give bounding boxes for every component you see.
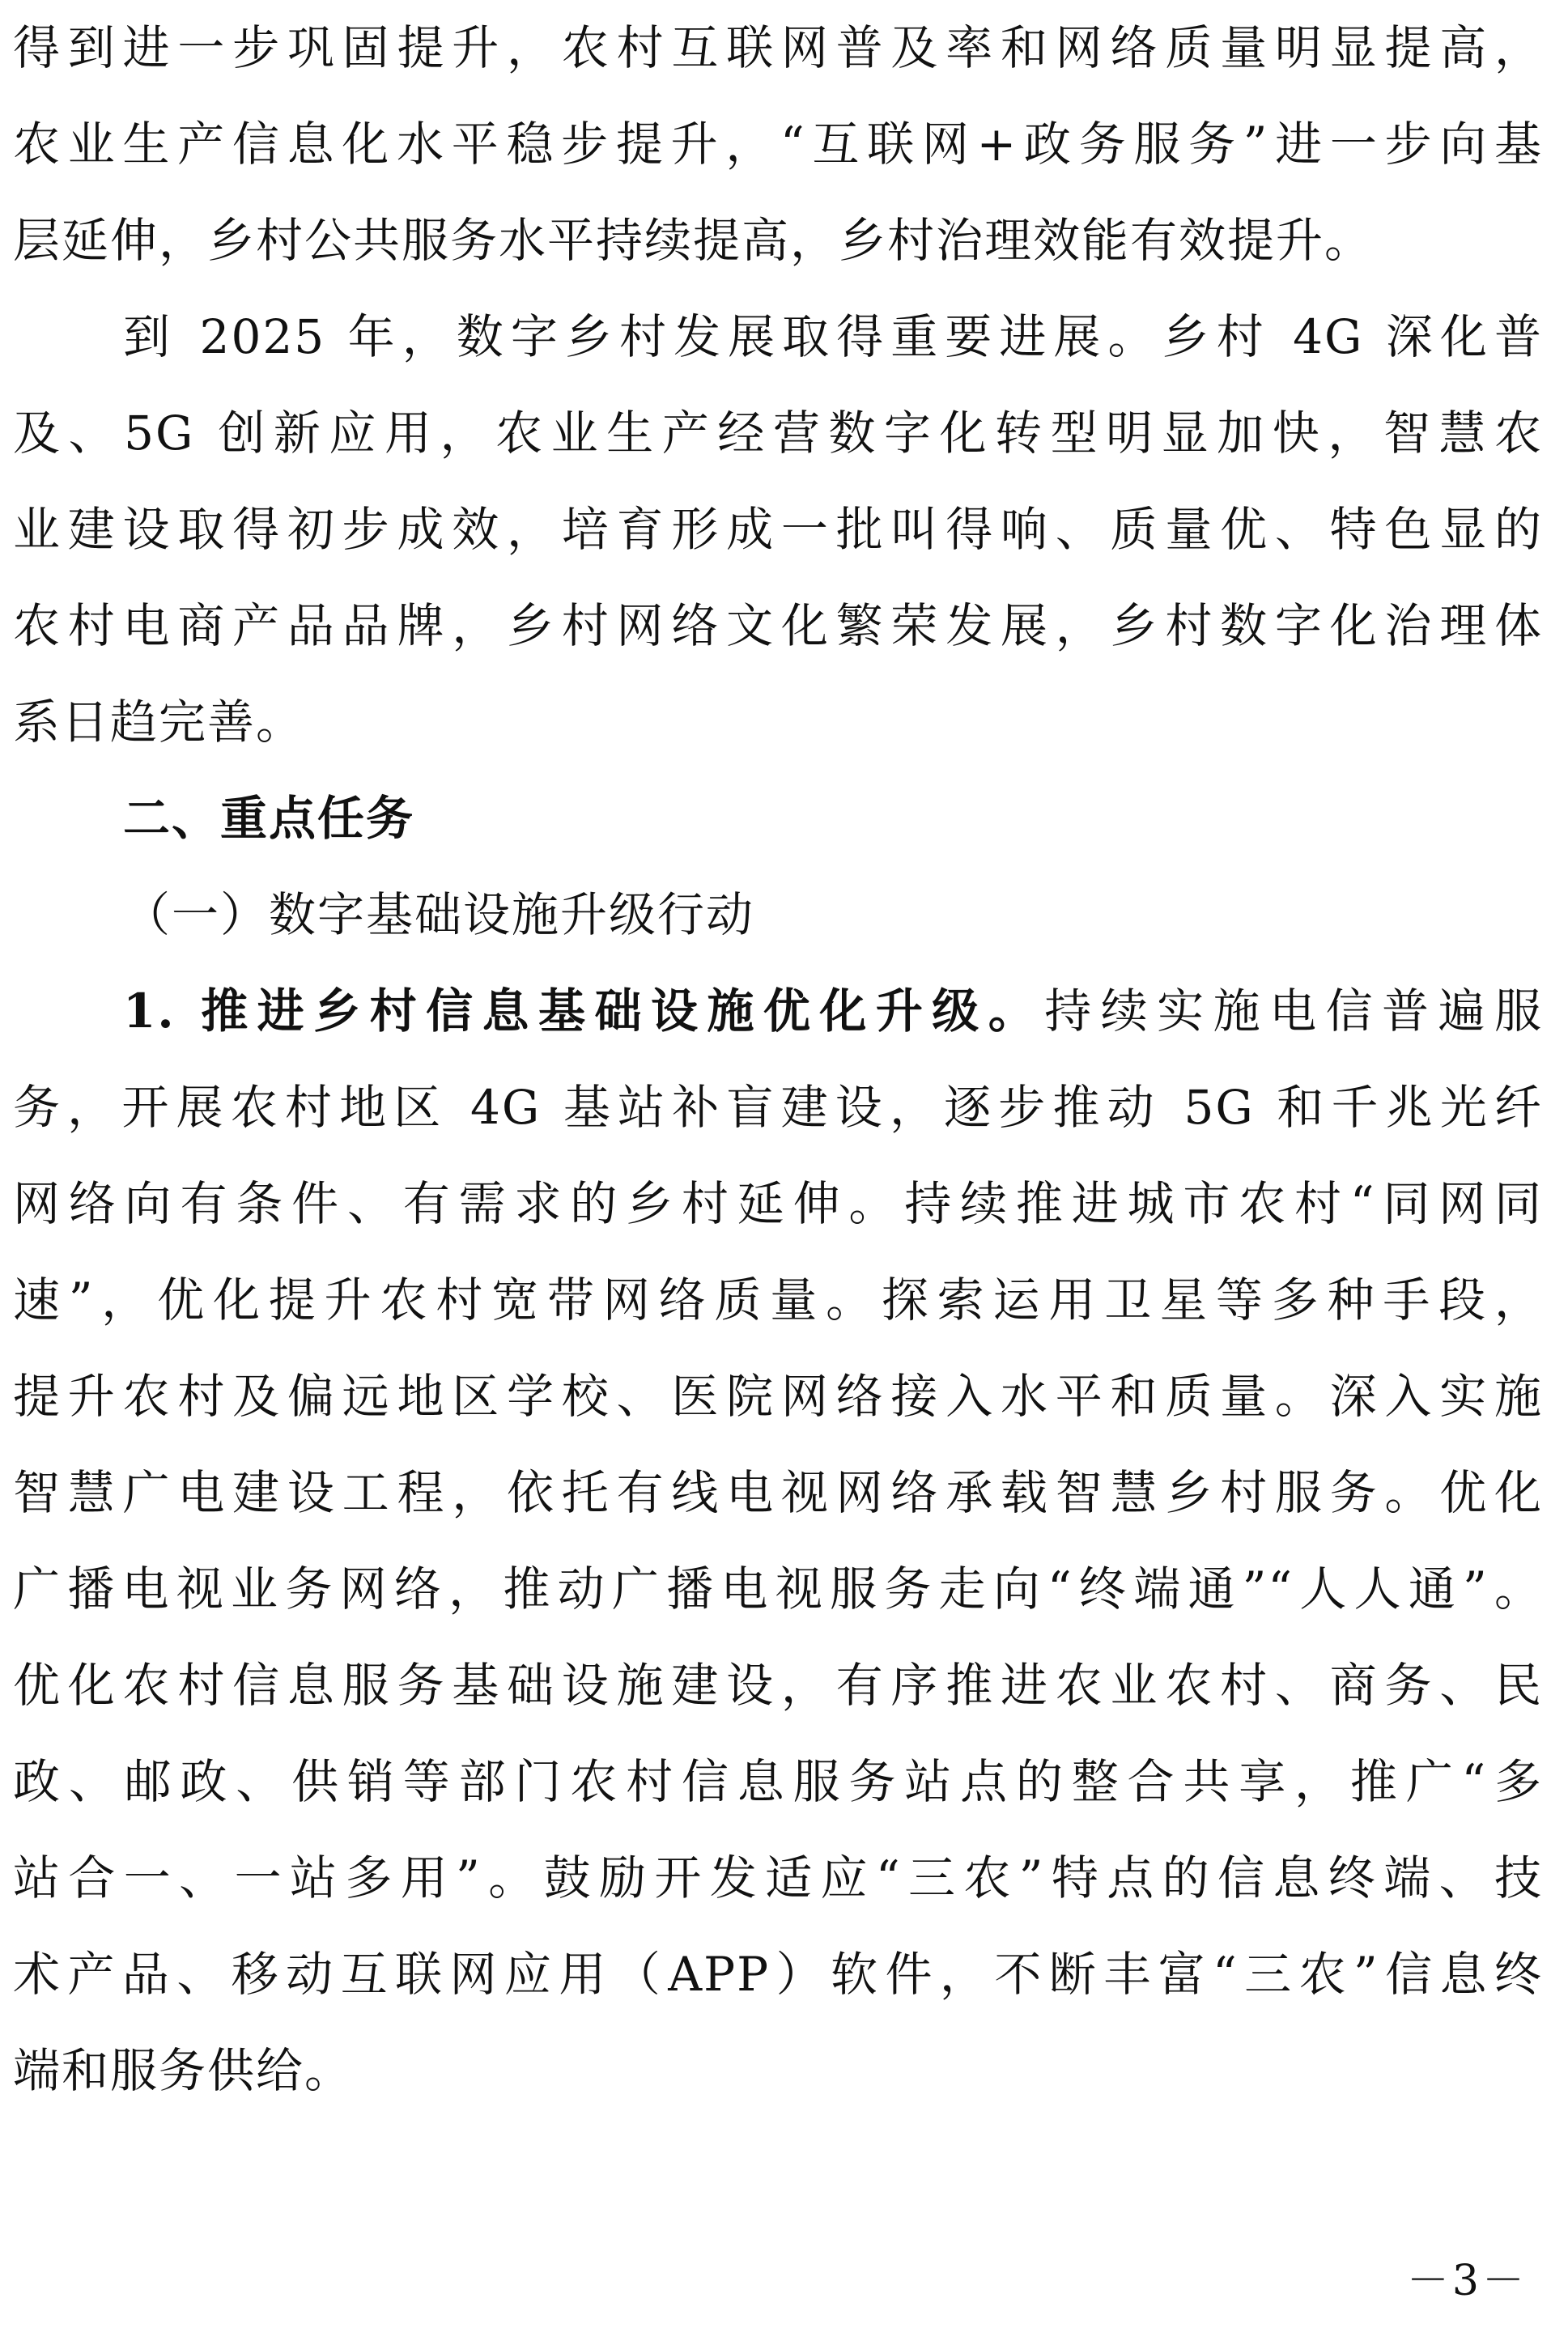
paragraph-2-line-5: 系日趋完善。 bbox=[13, 695, 305, 750]
paragraph-3-line-1 bbox=[13, 963, 1543, 1060]
page-number: －3－ bbox=[1406, 2257, 1528, 2305]
paragraph-1-line-2: 农业生产信息化水平稳步提升，“互联网+政务服务”进一步向基 bbox=[13, 117, 1543, 172]
paragraph-3-line-6: 智慧广电建设工程，依托有线电视网络承载智慧乡村服务。优化 bbox=[13, 1465, 1543, 1520]
paragraph-3-line-5: 提升农村及偏远地区学校、医院网络接入水平和质量。深入实施 bbox=[13, 1369, 1543, 1424]
paragraph-3-line-10: 站合一、一站多用”。鼓励开发适应“三农”特点的信息终端、技 bbox=[13, 1850, 1543, 1905]
paragraph-3-line-12: 端和服务供给。 bbox=[13, 2043, 354, 2098]
paragraph-1-line-1: 得到进一步巩固提升，农村互联网普及率和网络质量明显提高， bbox=[13, 20, 1543, 75]
paragraph-3-line-11: 术产品、移动互联网应用（APP）软件，不断丰富“三农”信息终 bbox=[13, 1947, 1543, 2002]
paragraph-3-line-9: 政、邮政、供销等部门农村信息服务站点的整合共享，推广“多 bbox=[13, 1754, 1543, 1809]
document-page bbox=[13, 0, 1543, 2119]
paragraph-2-line-3: 业建设取得初步成效，培育形成一批叫得响、质量优、特色显的 bbox=[13, 502, 1543, 557]
paragraph-3-line-3: 网络向有条件、有需求的乡村延伸。持续推进城市农村“同网同 bbox=[13, 1176, 1543, 1231]
paragraph-2-line-2: 及、5G 创新应用，农业生产经营数字化转型明显加快，智慧农 bbox=[13, 406, 1543, 461]
paragraph-3-lead: 1. 推进乡村信息基础设施优化升级。 bbox=[123, 983, 1045, 1039]
paragraph-3-line-4: 速”，优化提升农村宽带网络质量。探索运用卫星等多种手段， bbox=[13, 1272, 1543, 1328]
paragraph-2-line-1: 到 2025 年，数字乡村发展取得重要进展。乡村 4G 深化普 bbox=[123, 309, 1543, 364]
paragraph-1-line-3: 层延伸，乡村公共服务水平持续提高，乡村治理效能有效提升。 bbox=[13, 213, 1374, 268]
section-heading: 二、重点任务 bbox=[123, 791, 415, 846]
paragraph-3-line-7: 广播电视业务网络，推动广播电视服务走向“终端通”“人人通”。 bbox=[13, 1561, 1543, 1616]
subsection-heading: （一）数字基础设施升级行动 bbox=[123, 887, 755, 942]
paragraph-3-line-1-rest: 持续实施电信普遍服 bbox=[1044, 983, 1543, 1039]
paragraph-3-line-8: 优化农村信息服务基础设施建设，有序推进农业农村、商务、民 bbox=[13, 1658, 1543, 1713]
paragraph-2-line-4: 农村电商产品品牌，乡村网络文化繁荣发展，乡村数字化治理体 bbox=[13, 598, 1543, 653]
paragraph-3-line-2: 务，开展农村地区 4G 基站补盲建设，逐步推动 5G 和千兆光纤 bbox=[13, 1080, 1543, 1135]
